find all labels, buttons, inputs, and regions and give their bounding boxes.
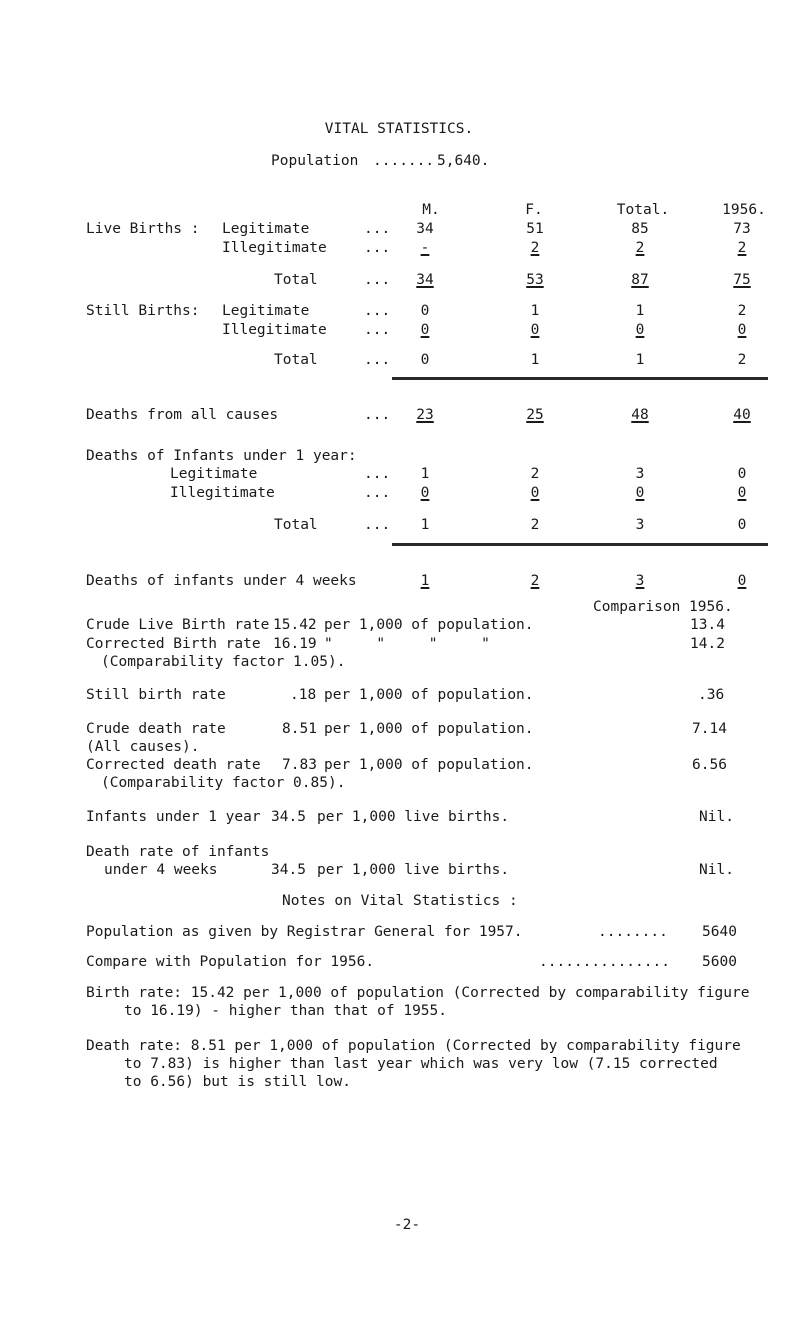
row-label: Total <box>274 517 318 533</box>
rate-comparison: Nil. <box>699 809 734 825</box>
cell-m: 23 <box>416 407 434 423</box>
rate-value: 16.19 <box>273 636 317 652</box>
cell-prev: 0 <box>737 573 747 589</box>
row-label: Illegitimate <box>170 485 275 501</box>
rate-value: 34.5 <box>271 862 306 878</box>
rate-text: per 1,000 of population. <box>324 617 534 633</box>
cell-total: 2 <box>635 240 645 256</box>
cell-total: 85 <box>631 221 649 237</box>
population-value: 5,640. <box>437 153 490 169</box>
cell-m: - <box>420 240 430 256</box>
cell-total: 87 <box>631 272 649 288</box>
cell-prev: 0 <box>737 322 747 338</box>
rate-comparison: .36 <box>698 687 725 703</box>
deaths-all-label: Deaths from all causes <box>86 407 279 423</box>
row-dots: ... <box>364 485 391 501</box>
row-dots: ... <box>364 322 391 338</box>
cell-m: 0 <box>420 303 430 319</box>
note-text: Compare with Population for 1956. <box>86 954 375 970</box>
cell-f: 1 <box>530 303 540 319</box>
cell-m: 0 <box>420 485 430 501</box>
note-paragraph-line: to 16.19) - higher than that of 1955. <box>124 1003 448 1019</box>
note-paragraph-line: Birth rate: 15.42 per 1,000 of population (Corrected by comparability figure <box>86 985 750 1001</box>
row-dots: ... <box>364 466 391 482</box>
note-paragraph-line: to 7.83) is higher than last year which was very low (7.15 corrected <box>124 1056 718 1072</box>
row-dots: ... <box>364 407 391 423</box>
rate-text: per 1,000 of population. <box>324 757 534 773</box>
cell-m: 1 <box>420 466 430 482</box>
rate-label: Death rate of infants <box>86 844 270 860</box>
cell-f: 2 <box>530 240 540 256</box>
population-label: Population <box>271 153 359 169</box>
cell-total: 48 <box>631 407 649 423</box>
note-text: Population as given by Registrar General for 1957. <box>86 924 523 940</box>
rate-comparison: 6.56 <box>692 757 727 773</box>
cell-f: 2 <box>530 466 540 482</box>
rate-comparison: 7.14 <box>692 721 727 737</box>
row-dots: ... <box>364 517 391 533</box>
rate-comparison: Nil. <box>699 862 734 878</box>
rate-value: 8.51 <box>282 721 317 737</box>
comparability-note: (Comparability factor 0.85). <box>101 775 346 791</box>
rate-comparison: 14.2 <box>690 636 725 652</box>
rate-label: Crude Live Birth rate <box>86 617 270 633</box>
note-paragraph-line: Death rate: 8.51 per 1,000 of population (Corrected by comparability figure <box>86 1038 741 1054</box>
row-label: Legitimate <box>222 221 310 237</box>
all-causes-note: (All causes). <box>86 739 200 755</box>
rate-value: .18 <box>290 687 317 703</box>
rate-text: per 1,000 of population. <box>324 687 534 703</box>
cell-m: 0 <box>420 352 430 368</box>
cell-prev: 0 <box>737 466 747 482</box>
col-header-1956: 1956. <box>722 202 766 218</box>
note-leader: ........ <box>598 924 668 940</box>
page-number: -2- <box>393 1217 421 1233</box>
section-rule <box>392 543 768 546</box>
cell-total: 1 <box>635 303 645 319</box>
page-title: VITAL STATISTICS. <box>324 121 474 137</box>
rate-label: Still birth rate <box>86 687 226 703</box>
cell-m: 34 <box>416 272 434 288</box>
cell-prev: 73 <box>733 221 751 237</box>
note-leader: ............... <box>539 954 670 970</box>
rate-value: 15.42 <box>273 617 317 633</box>
cell-total: 3 <box>635 466 645 482</box>
rate-label: Crude death rate <box>86 721 226 737</box>
note-paragraph-line: to 6.56) but is still low. <box>124 1074 351 1090</box>
note-value: 5640 <box>702 924 737 940</box>
deaths-4weeks-label: Deaths of infants under 4 weeks <box>86 573 357 589</box>
cell-f: 25 <box>526 407 544 423</box>
col-header-f: F. <box>525 202 543 218</box>
row-dots: ... <box>364 221 391 237</box>
rate-text: per 1,000 of population. <box>324 721 534 737</box>
rate-value: 7.83 <box>282 757 317 773</box>
rate-text: per 1,000 live births. <box>317 809 510 825</box>
row-dots: ... <box>364 303 391 319</box>
row-label: Illegitimate <box>222 322 327 338</box>
row-label: Total <box>274 352 318 368</box>
cell-f: 51 <box>526 221 544 237</box>
row-label: Illegitimate <box>222 240 327 256</box>
cell-total: 3 <box>635 517 645 533</box>
cell-total: 0 <box>635 485 645 501</box>
row-label: Legitimate <box>222 303 310 319</box>
live-births-section: Live Births : <box>86 221 200 237</box>
rate-label: Corrected death rate <box>86 757 261 773</box>
population-leader: ....... <box>373 153 435 169</box>
row-label: Legitimate <box>170 466 258 482</box>
comparison-header: Comparison 1956. <box>593 599 733 615</box>
row-dots: ... <box>364 272 391 288</box>
cell-f: 2 <box>530 517 540 533</box>
cell-prev: 2 <box>737 240 747 256</box>
cell-m: 0 <box>420 322 430 338</box>
rate-label: Infants under 1 year <box>86 809 261 825</box>
cell-total: 0 <box>635 322 645 338</box>
rate-label: under 4 weeks <box>104 862 218 878</box>
section-rule <box>392 377 768 380</box>
cell-prev: 2 <box>737 303 747 319</box>
comparability-note: (Comparability factor 1.05). <box>101 654 346 670</box>
rate-comparison: 13.4 <box>690 617 725 633</box>
cell-f: 53 <box>526 272 544 288</box>
note-value: 5600 <box>702 954 737 970</box>
rate-text: " " " " <box>324 636 490 652</box>
cell-prev: 0 <box>737 517 747 533</box>
cell-f: 0 <box>530 322 540 338</box>
col-header-m: M. <box>422 202 440 218</box>
row-dots: ... <box>364 240 391 256</box>
col-header-total: Total. <box>616 202 670 218</box>
cell-total: 3 <box>635 573 645 589</box>
row-label: Total <box>274 272 318 288</box>
cell-f: 0 <box>530 485 540 501</box>
notes-heading: Notes on Vital Statistics : <box>282 893 518 909</box>
cell-prev: 40 <box>733 407 751 423</box>
infant-deaths-section: Deaths of Infants under 1 year: <box>86 448 357 464</box>
cell-m: 1 <box>420 517 430 533</box>
cell-f: 1 <box>530 352 540 368</box>
rate-value: 34.5 <box>271 809 306 825</box>
cell-m: 1 <box>420 573 430 589</box>
cell-prev: 2 <box>737 352 747 368</box>
cell-prev: 0 <box>737 485 747 501</box>
cell-f: 2 <box>530 573 540 589</box>
rate-text: per 1,000 live births. <box>317 862 510 878</box>
cell-m: 34 <box>416 221 434 237</box>
cell-prev: 75 <box>733 272 751 288</box>
cell-total: 1 <box>635 352 645 368</box>
row-dots: ... <box>364 352 391 368</box>
still-births-section: Still Births: <box>86 303 200 319</box>
rate-label: Corrected Birth rate <box>86 636 261 652</box>
